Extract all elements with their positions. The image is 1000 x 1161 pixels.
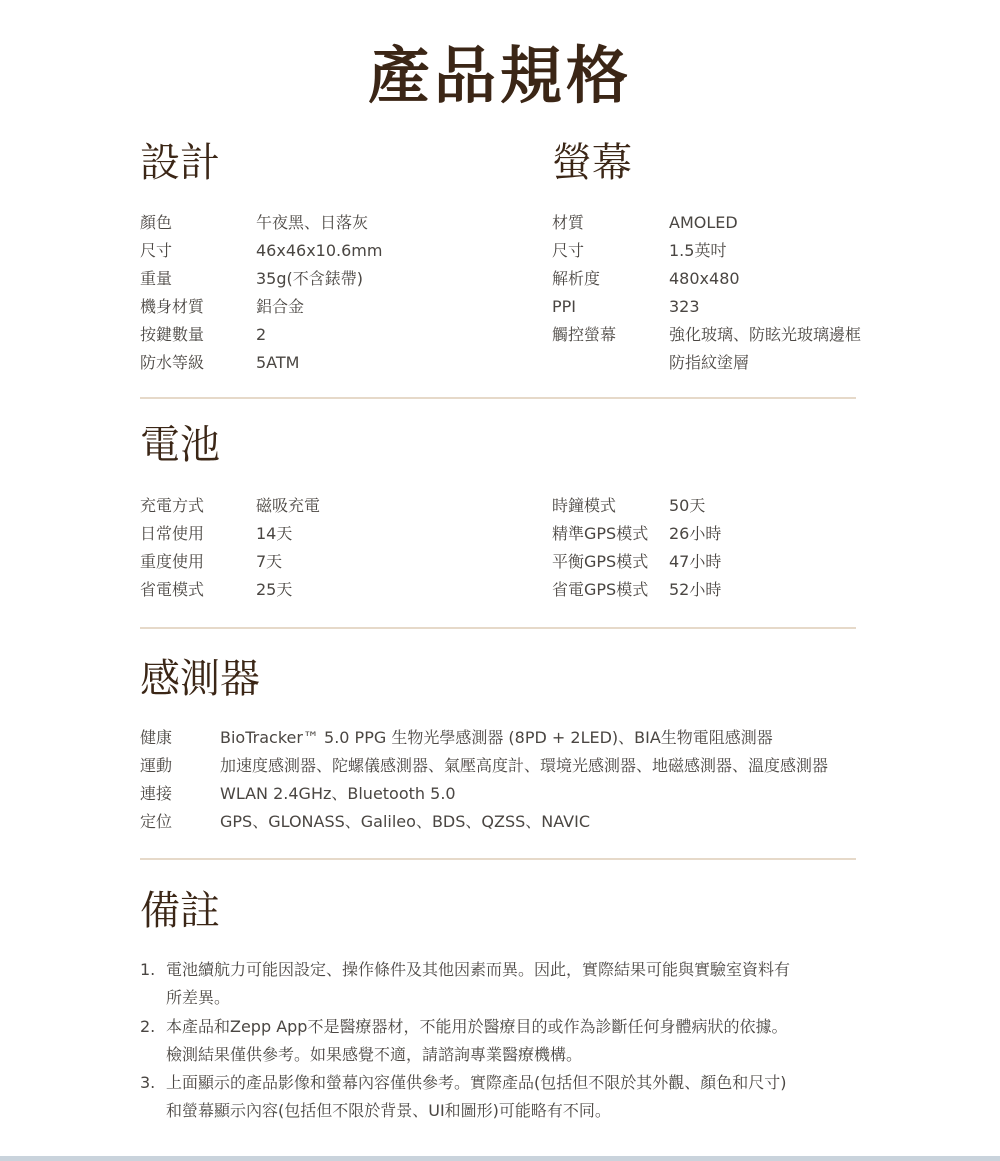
spec-value: 磁吸充電 — [256, 496, 321, 515]
spec-label: 定位 — [140, 812, 173, 831]
spec-value: 5ATM — [256, 353, 300, 372]
spec-label: 機身材質 — [140, 297, 205, 316]
note-line: 檢測結果僅供參考。如果感覺不適，請諮詢專業醫療機構。 — [166, 1045, 583, 1064]
note-item — [140, 1013, 870, 1069]
page-title: 產品規格 — [367, 39, 632, 112]
spec-label: 運動 — [140, 756, 173, 775]
note-number: 2. — [140, 1017, 156, 1036]
spec-value: 35g(不含錶帶) — [256, 269, 364, 288]
spec-value: 1.5英吋 — [669, 241, 727, 260]
note-line: 本產品和Zepp App不是醫療器材，不能用於醫療目的或作為診斷任何身體病狀的依據。 — [166, 1017, 788, 1036]
spec-value: 2 — [256, 325, 267, 344]
spec-value: 323 — [669, 297, 700, 316]
spec-value: BioTracker™ 5.0 PPG 生物光學感測器 (8PD + 2LED)、BIA生物電阻感測器 — [220, 728, 773, 747]
spec-label: 解析度 — [552, 269, 601, 288]
section-title-notes: 備註 — [140, 888, 220, 934]
spec-label: 材質 — [552, 213, 585, 232]
section-title-design: 設計 — [140, 140, 220, 186]
spec-value: GPS、GLONASS、Galileo、BDS、QZSS、NAVIC — [220, 812, 590, 831]
spec-label: 按鍵數量 — [140, 325, 205, 344]
note-line: 和螢幕顯示內容(包括但不限於背景、UI和圖形)可能略有不同。 — [166, 1101, 611, 1120]
spec-label: 尺寸 — [140, 241, 173, 260]
spec-label: 平衡GPS模式 — [552, 552, 649, 571]
spec-label: 省電模式 — [140, 580, 205, 599]
section-divider — [140, 627, 856, 629]
spec-value: 47小時 — [669, 552, 722, 571]
note-line: 電池續航力可能因設定、操作條件及其他因素而異。因此，實際結果可能與實驗室資料有 — [166, 960, 791, 979]
spec-value: WLAN 2.4GHz、Bluetooth 5.0 — [220, 784, 456, 803]
spec-value: 強化玻璃、防眩光玻璃邊框 — [669, 325, 862, 344]
spec-value: 14天 — [256, 524, 293, 543]
spec-label: 重度使用 — [140, 552, 205, 571]
spec-label: 健康 — [140, 728, 173, 747]
spec-label: 時鐘模式 — [552, 496, 617, 515]
section-title-battery: 電池 — [140, 422, 220, 468]
bottom-edge-bar — [0, 1156, 1000, 1161]
spec-value: 50天 — [669, 496, 706, 515]
spec-label: 精準GPS模式 — [552, 524, 649, 543]
spec-value: 46x46x10.6mm — [256, 241, 383, 260]
spec-label: 省電GPS模式 — [552, 580, 649, 599]
spec-label: 防水等級 — [140, 353, 205, 372]
section-title-screen: 螢幕 — [552, 140, 632, 186]
spec-value: 防指紋塗層 — [669, 353, 750, 372]
section-divider — [140, 397, 856, 399]
spec-value: 480x480 — [669, 269, 740, 288]
note-line: 所差異。 — [166, 988, 231, 1007]
spec-label: 尺寸 — [552, 241, 585, 260]
spec-value: 鋁合金 — [256, 297, 305, 316]
spec-value: 加速度感測器、陀螺儀感測器、氣壓高度計、環境光感測器、地磁感測器、溫度感測器 — [220, 756, 829, 775]
note-number: 3. — [140, 1073, 156, 1092]
spec-value: 午夜黑、日落灰 — [256, 213, 369, 232]
note-number: 1. — [140, 960, 156, 979]
spec-label: 連接 — [140, 784, 173, 803]
spec-value: 52小時 — [669, 580, 722, 599]
spec-label: 日常使用 — [140, 524, 205, 543]
spec-label: 顏色 — [140, 213, 173, 232]
spec-value: 26小時 — [669, 524, 722, 543]
spec-label: 觸控螢幕 — [552, 325, 617, 344]
section-title-sensors: 感測器 — [140, 656, 260, 702]
spec-value: 25天 — [256, 580, 293, 599]
spec-value: 7天 — [256, 552, 283, 571]
note-item — [140, 1069, 870, 1125]
note-item — [140, 956, 870, 1012]
spec-label: 充電方式 — [140, 496, 205, 515]
note-line: 上面顯示的產品影像和螢幕內容僅供參考。實際產品(包括但不限於其外觀、顏色和尺寸) — [166, 1073, 787, 1092]
spec-value: AMOLED — [669, 213, 738, 232]
spec-label: 重量 — [140, 269, 173, 288]
section-divider — [140, 858, 856, 860]
spec-label: PPI — [552, 297, 577, 316]
